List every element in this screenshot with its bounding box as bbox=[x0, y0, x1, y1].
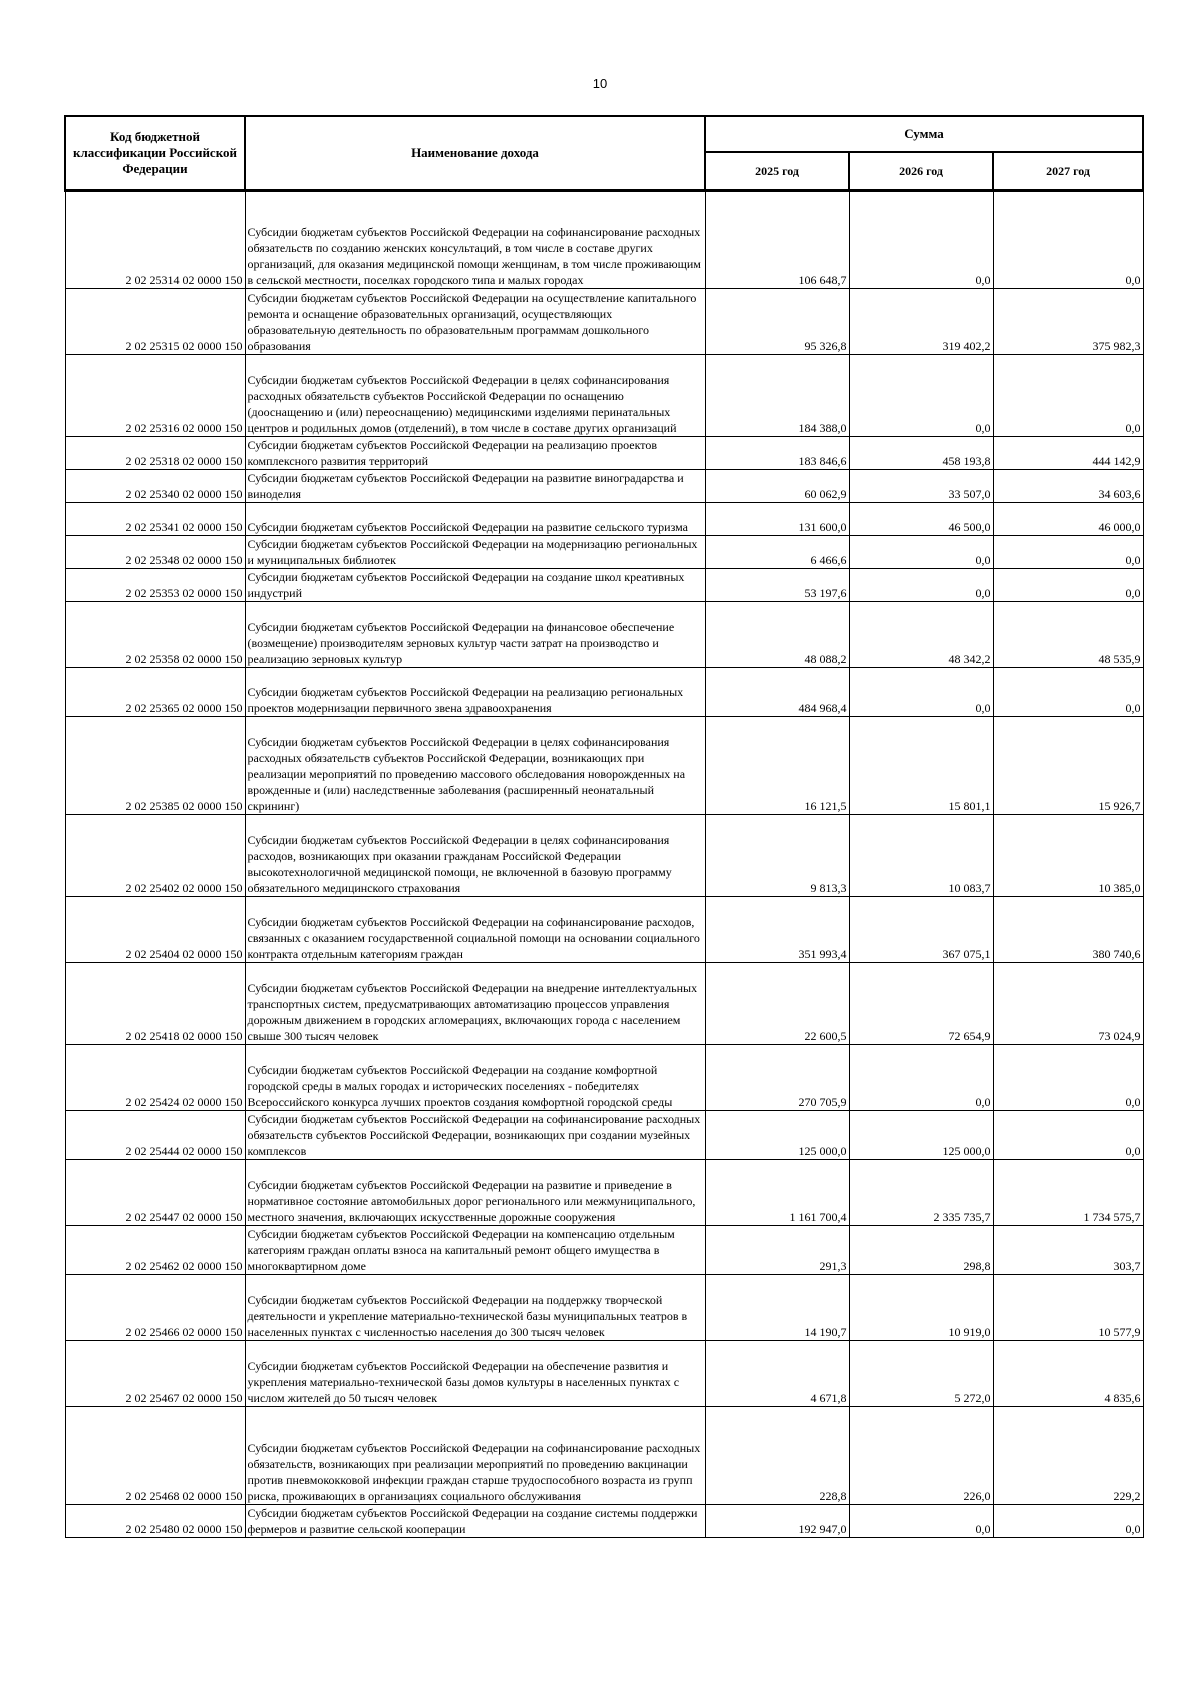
budget-code-cell: 2 02 25314 02 0000 150 bbox=[65, 191, 245, 289]
header-name: Наименование дохода bbox=[245, 116, 705, 191]
amount-2025-cell: 16 121,5 bbox=[705, 717, 849, 815]
amount-2025-cell: 6 466,6 bbox=[705, 536, 849, 569]
budget-code-cell: 2 02 25385 02 0000 150 bbox=[65, 717, 245, 815]
table-row bbox=[65, 1160, 1143, 1226]
budget-code-cell: 2 02 25341 02 0000 150 bbox=[65, 503, 245, 536]
revenue-name-cell: Субсидии бюджетам субъектов Российской Федерации на развитие и приведение в нормативное состояние автомобильных дорог регионального или межмуниципального, местного значения, включающих искусственные дорожные сооружения bbox=[245, 1160, 705, 1226]
amount-2026-cell: 0,0 bbox=[849, 569, 993, 602]
amount-2026-cell: 10 919,0 bbox=[849, 1275, 993, 1341]
budget-code-cell: 2 02 25467 02 0000 150 bbox=[65, 1341, 245, 1407]
revenue-name-cell: Субсидии бюджетам субъектов Российской Федерации на создание системы поддержки фермеров и развитие сельской кооперации bbox=[245, 1505, 705, 1538]
amount-2025-cell: 131 600,0 bbox=[705, 503, 849, 536]
header-code: Код бюджетной классификации Российской Федерации bbox=[65, 116, 245, 191]
amount-2025-cell: 106 648,7 bbox=[705, 191, 849, 289]
revenue-table bbox=[64, 115, 1144, 1538]
revenue-name-cell: Субсидии бюджетам субъектов Российской Федерации на развитие виноградарства и виноделия bbox=[245, 470, 705, 503]
revenue-name-cell: Субсидии бюджетам субъектов Российской Федерации на модернизацию региональных и муниципальных библиотек bbox=[245, 536, 705, 569]
page-number: 10 bbox=[592, 76, 608, 91]
revenue-name-cell: Субсидии бюджетам субъектов Российской Федерации в целях софинансирования расходных обязательств субъектов Российской Федерации, возникающих при реализации мероприятий по проведению массового обследования новорожденных на врожденные и (или) наследственные заболевания (расширенный неонатальный скрининг) bbox=[245, 717, 705, 815]
amount-2027-cell: 0,0 bbox=[993, 668, 1143, 717]
amount-2026-cell: 0,0 bbox=[849, 1045, 993, 1111]
amount-2026-cell: 72 654,9 bbox=[849, 963, 993, 1045]
revenue-name-cell: Субсидии бюджетам субъектов Российской Федерации в целях софинансирования расходных обязательств субъектов Российской Федерации по оснащению (дооснащению и (или) переоснащению) медицинскими изделиями перинатальных центров и родильных домов (отделений), в том числе в составе других организаций bbox=[245, 355, 705, 437]
budget-code-cell: 2 02 25404 02 0000 150 bbox=[65, 897, 245, 963]
amount-2027-cell: 0,0 bbox=[993, 191, 1143, 289]
amount-2027-cell: 0,0 bbox=[993, 569, 1143, 602]
amount-2027-cell: 73 024,9 bbox=[993, 963, 1143, 1045]
header-year-2026: 2026 год bbox=[849, 152, 993, 191]
amount-2025-cell: 192 947,0 bbox=[705, 1505, 849, 1538]
amount-2026-cell: 33 507,0 bbox=[849, 470, 993, 503]
budget-code-cell: 2 02 25316 02 0000 150 bbox=[65, 355, 245, 437]
amount-2027-cell: 34 603,6 bbox=[993, 470, 1143, 503]
amount-2027-cell: 10 385,0 bbox=[993, 815, 1143, 897]
table-row bbox=[65, 1407, 1143, 1505]
table-row bbox=[65, 536, 1143, 569]
revenue-name-cell: Субсидии бюджетам субъектов Российской Федерации на внедрение интеллектуальных транспортных систем, предусматривающих автоматизацию процессов управления дорожным движением в городских агломерациях, включающих города с населением свыше 300 тысяч человек bbox=[245, 963, 705, 1045]
table-body bbox=[65, 191, 1143, 1538]
revenue-name-cell: Субсидии бюджетам субъектов Российской Федерации на обеспечение развития и укрепления материально-технической базы домов культуры в населенных пунктах с числом жителей до 50 тысяч человек bbox=[245, 1341, 705, 1407]
amount-2027-cell: 380 740,6 bbox=[993, 897, 1143, 963]
amount-2026-cell: 48 342,2 bbox=[849, 602, 993, 668]
revenue-name-cell: Субсидии бюджетам субъектов Российской Федерации на создание комфортной городской среды в малых городах и исторических поселениях - победителях Всероссийского конкурса лучших проектов создания комфортной городской среды bbox=[245, 1045, 705, 1111]
amount-2027-cell: 46 000,0 bbox=[993, 503, 1143, 536]
amount-2026-cell: 298,8 bbox=[849, 1226, 993, 1275]
table-row bbox=[65, 355, 1143, 437]
amount-2026-cell: 5 272,0 bbox=[849, 1341, 993, 1407]
table-row bbox=[65, 569, 1143, 602]
budget-code-cell: 2 02 25466 02 0000 150 bbox=[65, 1275, 245, 1341]
amount-2025-cell: 1 161 700,4 bbox=[705, 1160, 849, 1226]
amount-2027-cell: 15 926,7 bbox=[993, 717, 1143, 815]
amount-2025-cell: 95 326,8 bbox=[705, 289, 849, 355]
budget-code-cell: 2 02 25348 02 0000 150 bbox=[65, 536, 245, 569]
table-row bbox=[65, 1226, 1143, 1275]
table-row bbox=[65, 1045, 1143, 1111]
amount-2027-cell: 0,0 bbox=[993, 1111, 1143, 1160]
amount-2026-cell: 0,0 bbox=[849, 1505, 993, 1538]
amount-2025-cell: 351 993,4 bbox=[705, 897, 849, 963]
amount-2026-cell: 0,0 bbox=[849, 355, 993, 437]
budget-code-cell: 2 02 25315 02 0000 150 bbox=[65, 289, 245, 355]
amount-2025-cell: 484 968,4 bbox=[705, 668, 849, 717]
amount-2026-cell: 0,0 bbox=[849, 191, 993, 289]
amount-2027-cell: 4 835,6 bbox=[993, 1341, 1143, 1407]
amount-2026-cell: 458 193,8 bbox=[849, 437, 993, 470]
amount-2025-cell: 291,3 bbox=[705, 1226, 849, 1275]
table-row bbox=[65, 1505, 1143, 1538]
amount-2027-cell: 0,0 bbox=[993, 536, 1143, 569]
amount-2025-cell: 9 813,3 bbox=[705, 815, 849, 897]
revenue-name-cell: Субсидии бюджетам субъектов Российской Федерации на реализацию проектов комплексного развития территорий bbox=[245, 437, 705, 470]
table-row bbox=[65, 668, 1143, 717]
amount-2025-cell: 4 671,8 bbox=[705, 1341, 849, 1407]
header-year-2025: 2025 год bbox=[705, 152, 849, 191]
budget-code-cell: 2 02 25340 02 0000 150 bbox=[65, 470, 245, 503]
table-row bbox=[65, 717, 1143, 815]
revenue-name-cell: Субсидии бюджетам субъектов Российской Федерации на осуществление капитального ремонта и оснащение образовательных организаций, осуществляющих образовательную деятельность по образовательным программам дошкольного образования bbox=[245, 289, 705, 355]
amount-2025-cell: 60 062,9 bbox=[705, 470, 849, 503]
table-row bbox=[65, 1111, 1143, 1160]
budget-code-cell: 2 02 25444 02 0000 150 bbox=[65, 1111, 245, 1160]
amount-2026-cell: 10 083,7 bbox=[849, 815, 993, 897]
budget-code-cell: 2 02 25480 02 0000 150 bbox=[65, 1505, 245, 1538]
budget-code-cell: 2 02 25462 02 0000 150 bbox=[65, 1226, 245, 1275]
amount-2027-cell: 0,0 bbox=[993, 1505, 1143, 1538]
amount-2025-cell: 125 000,0 bbox=[705, 1111, 849, 1160]
header-sum: Сумма bbox=[705, 116, 1143, 152]
budget-code-cell: 2 02 25418 02 0000 150 bbox=[65, 963, 245, 1045]
revenue-name-cell: Субсидии бюджетам субъектов Российской Федерации на компенсацию отдельным категориям граждан оплаты взноса на капитальный ремонт общего имущества в многоквартирном доме bbox=[245, 1226, 705, 1275]
budget-code-cell: 2 02 25318 02 0000 150 bbox=[65, 437, 245, 470]
amount-2027-cell: 303,7 bbox=[993, 1226, 1143, 1275]
header-year-2027: 2027 год bbox=[993, 152, 1143, 191]
amount-2025-cell: 184 388,0 bbox=[705, 355, 849, 437]
amount-2025-cell: 270 705,9 bbox=[705, 1045, 849, 1111]
table-row bbox=[65, 963, 1143, 1045]
budget-code-cell: 2 02 25447 02 0000 150 bbox=[65, 1160, 245, 1226]
amount-2025-cell: 48 088,2 bbox=[705, 602, 849, 668]
table-row bbox=[65, 1275, 1143, 1341]
amount-2025-cell: 22 600,5 bbox=[705, 963, 849, 1045]
budget-code-cell: 2 02 25424 02 0000 150 bbox=[65, 1045, 245, 1111]
amount-2027-cell: 0,0 bbox=[993, 355, 1143, 437]
table-row bbox=[65, 503, 1143, 536]
revenue-name-cell: Субсидии бюджетам субъектов Российской Федерации на софинансирование расходных обязательств субъектов Российской Федерации, возникающих при создании музейных комплексов bbox=[245, 1111, 705, 1160]
amount-2026-cell: 0,0 bbox=[849, 668, 993, 717]
amount-2027-cell: 229,2 bbox=[993, 1407, 1143, 1505]
budget-code-cell: 2 02 25468 02 0000 150 bbox=[65, 1407, 245, 1505]
amount-2025-cell: 228,8 bbox=[705, 1407, 849, 1505]
revenue-name-cell: Субсидии бюджетам субъектов Российской Федерации на поддержку творческой деятельности и укрепление материально-технической базы муниципальных театров в населенных пунктах с численностью населения до 300 тысяч человек bbox=[245, 1275, 705, 1341]
amount-2025-cell: 183 846,6 bbox=[705, 437, 849, 470]
budget-code-cell: 2 02 25358 02 0000 150 bbox=[65, 602, 245, 668]
budget-code-cell: 2 02 25353 02 0000 150 bbox=[65, 569, 245, 602]
amount-2027-cell: 10 577,9 bbox=[993, 1275, 1143, 1341]
amount-2026-cell: 2 335 735,7 bbox=[849, 1160, 993, 1226]
amount-2026-cell: 367 075,1 bbox=[849, 897, 993, 963]
revenue-name-cell: Субсидии бюджетам субъектов Российской Федерации в целях софинансирования расходов, возникающих при оказании гражданам Российской Федерации высокотехнологичной медицинской помощи, не включенной в базовую программу обязательного медицинского страхования bbox=[245, 815, 705, 897]
table-row bbox=[65, 470, 1143, 503]
amount-2025-cell: 53 197,6 bbox=[705, 569, 849, 602]
amount-2026-cell: 15 801,1 bbox=[849, 717, 993, 815]
amount-2026-cell: 319 402,2 bbox=[849, 289, 993, 355]
amount-2027-cell: 444 142,9 bbox=[993, 437, 1143, 470]
revenue-name-cell: Субсидии бюджетам субъектов Российской Федерации на реализацию региональных проектов модернизации первичного звена здравоохранения bbox=[245, 668, 705, 717]
amount-2027-cell: 48 535,9 bbox=[993, 602, 1143, 668]
table-row bbox=[65, 191, 1143, 289]
amount-2026-cell: 0,0 bbox=[849, 536, 993, 569]
table-row bbox=[65, 1341, 1143, 1407]
amount-2026-cell: 125 000,0 bbox=[849, 1111, 993, 1160]
amount-2026-cell: 226,0 bbox=[849, 1407, 993, 1505]
amount-2026-cell: 46 500,0 bbox=[849, 503, 993, 536]
amount-2027-cell: 0,0 bbox=[993, 1045, 1143, 1111]
revenue-name-cell: Субсидии бюджетам субъектов Российской Федерации на создание школ креативных индустрий bbox=[245, 569, 705, 602]
amount-2027-cell: 1 734 575,7 bbox=[993, 1160, 1143, 1226]
revenue-name-cell: Субсидии бюджетам субъектов Российской Федерации на софинансирование расходов, связанных с оказанием государственной социальной помощи на основании социального контракта отдельным категориям граждан bbox=[245, 897, 705, 963]
amount-2025-cell: 14 190,7 bbox=[705, 1275, 849, 1341]
budget-code-cell: 2 02 25365 02 0000 150 bbox=[65, 668, 245, 717]
amount-2027-cell: 375 982,3 bbox=[993, 289, 1143, 355]
revenue-name-cell: Субсидии бюджетам субъектов Российской Федерации на софинансирование расходных обязательств, возникающих при реализации мероприятий по проведению вакцинации против пневмококковой инфекции граждан старше трудоспособного возраста из групп риска, проживающих в организациях социального обслуживания bbox=[245, 1407, 705, 1505]
revenue-name-cell: Субсидии бюджетам субъектов Российской Федерации на финансовое обеспечение (возмещение) производителям зерновых культур части затрат на производство и реализацию зерновых культур bbox=[245, 602, 705, 668]
table-row bbox=[65, 897, 1143, 963]
budget-code-cell: 2 02 25402 02 0000 150 bbox=[65, 815, 245, 897]
revenue-name-cell: Субсидии бюджетам субъектов Российской Федерации на развитие сельского туризма bbox=[245, 503, 705, 536]
table-row bbox=[65, 437, 1143, 470]
revenue-name-cell: Субсидии бюджетам субъектов Российской Федерации на софинансирование расходных обязательств по созданию женских консультаций, в том числе в составе других организаций, для оказания медицинской помощи женщинам, в том числе проживающим в сельской местности, поселках городского типа и малых городах bbox=[245, 191, 705, 289]
table-row bbox=[65, 289, 1143, 355]
table-row bbox=[65, 602, 1143, 668]
table-row bbox=[65, 815, 1143, 897]
